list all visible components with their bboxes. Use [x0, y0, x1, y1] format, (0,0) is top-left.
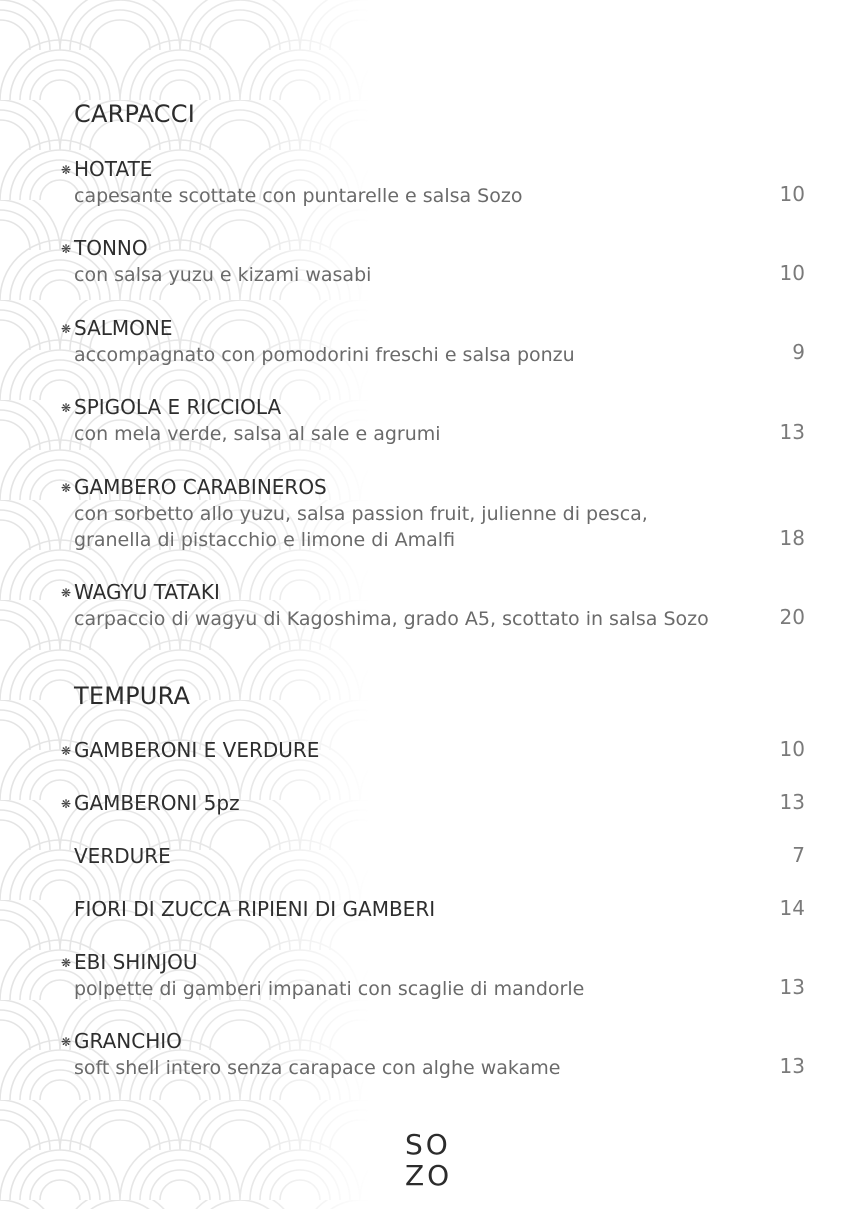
logo-line-2: ZO [405, 1159, 453, 1192]
menu-item-name: TONNO [74, 236, 148, 260]
menu-item-name: EBI SHINJOU [74, 950, 198, 974]
menu-item-name: HOTATE [74, 157, 153, 181]
menu-item-name: GRANCHIO [74, 1029, 182, 1053]
section-title-carpacci: CARPACCI [74, 100, 195, 128]
raw-marker-icon: ❋ [61, 322, 72, 336]
menu-item-price: 13 [779, 975, 805, 999]
raw-marker-icon: ❋ [61, 481, 72, 495]
menu-item-name: SALMONE [74, 316, 173, 340]
raw-marker-icon: ❋ [61, 401, 72, 415]
sozo-logo [405, 1129, 452, 1191]
menu-item-name: GAMBERONI E VERDURE [74, 738, 320, 762]
menu-item-price: 13 [779, 420, 805, 444]
menu-item-description: polpette di gamberi impanati con scaglie di mandorle [74, 978, 585, 1000]
raw-marker-icon: ❋ [61, 586, 72, 600]
menu-item-description: con salsa yuzu e kizami wasabi [74, 264, 372, 286]
menu-item-name: VERDURE [74, 844, 171, 868]
raw-marker-icon: ❋ [61, 1035, 72, 1049]
menu-item-name: FIORI DI ZUCCA RIPIENI DI GAMBERI [74, 897, 436, 921]
menu-item-name: SPIGOLA E RICCIOLA [74, 395, 282, 419]
logo-line-1: SO [405, 1128, 451, 1161]
menu-item-price: 13 [779, 1054, 805, 1078]
raw-marker-icon: ❋ [61, 956, 72, 970]
section-title-tempura: TEMPURA [74, 682, 191, 710]
menu-item-price: 10 [779, 182, 805, 206]
menu-item-description: granella di pistacchio e limone di Amalfi [74, 529, 456, 551]
menu-item-price: 18 [779, 526, 805, 550]
raw-marker-icon: ❋ [61, 744, 72, 758]
menu-item-description: accompagnato con pomodorini freschi e salsa ponzu [74, 344, 575, 366]
menu-item-price: 7 [792, 843, 805, 867]
menu-item-price: 20 [779, 605, 805, 629]
menu-item-name: GAMBERO CARABINEROS [74, 475, 327, 499]
menu-item-name: WAGYU TATAKI [74, 580, 220, 604]
menu-item-price: 10 [779, 261, 805, 285]
menu-item-name: GAMBERONI 5pz [74, 791, 240, 815]
menu-item-description: con sorbetto allo yuzu, salsa passion fruit, julienne di pesca, [74, 503, 648, 525]
menu-item-price: 9 [792, 340, 805, 364]
menu-item-price: 10 [779, 737, 805, 761]
menu-item-description: capesante scottate con puntarelle e salsa Sozo [74, 185, 523, 207]
background-wave-pattern [0, 0, 370, 1209]
raw-marker-icon: ❋ [61, 797, 72, 811]
menu-item-description: con mela verde, salsa al sale e agrumi [74, 423, 441, 445]
raw-marker-icon: ❋ [61, 242, 72, 256]
raw-marker-icon: ❋ [61, 163, 72, 177]
menu-item-description: carpaccio di wagyu di Kagoshima, grado A5, scottato in salsa Sozo [74, 608, 709, 630]
menu-item-price: 14 [779, 896, 805, 920]
menu-item-description: soft shell intero senza carapace con alghe wakame [74, 1057, 561, 1079]
menu-item-price: 13 [779, 790, 805, 814]
